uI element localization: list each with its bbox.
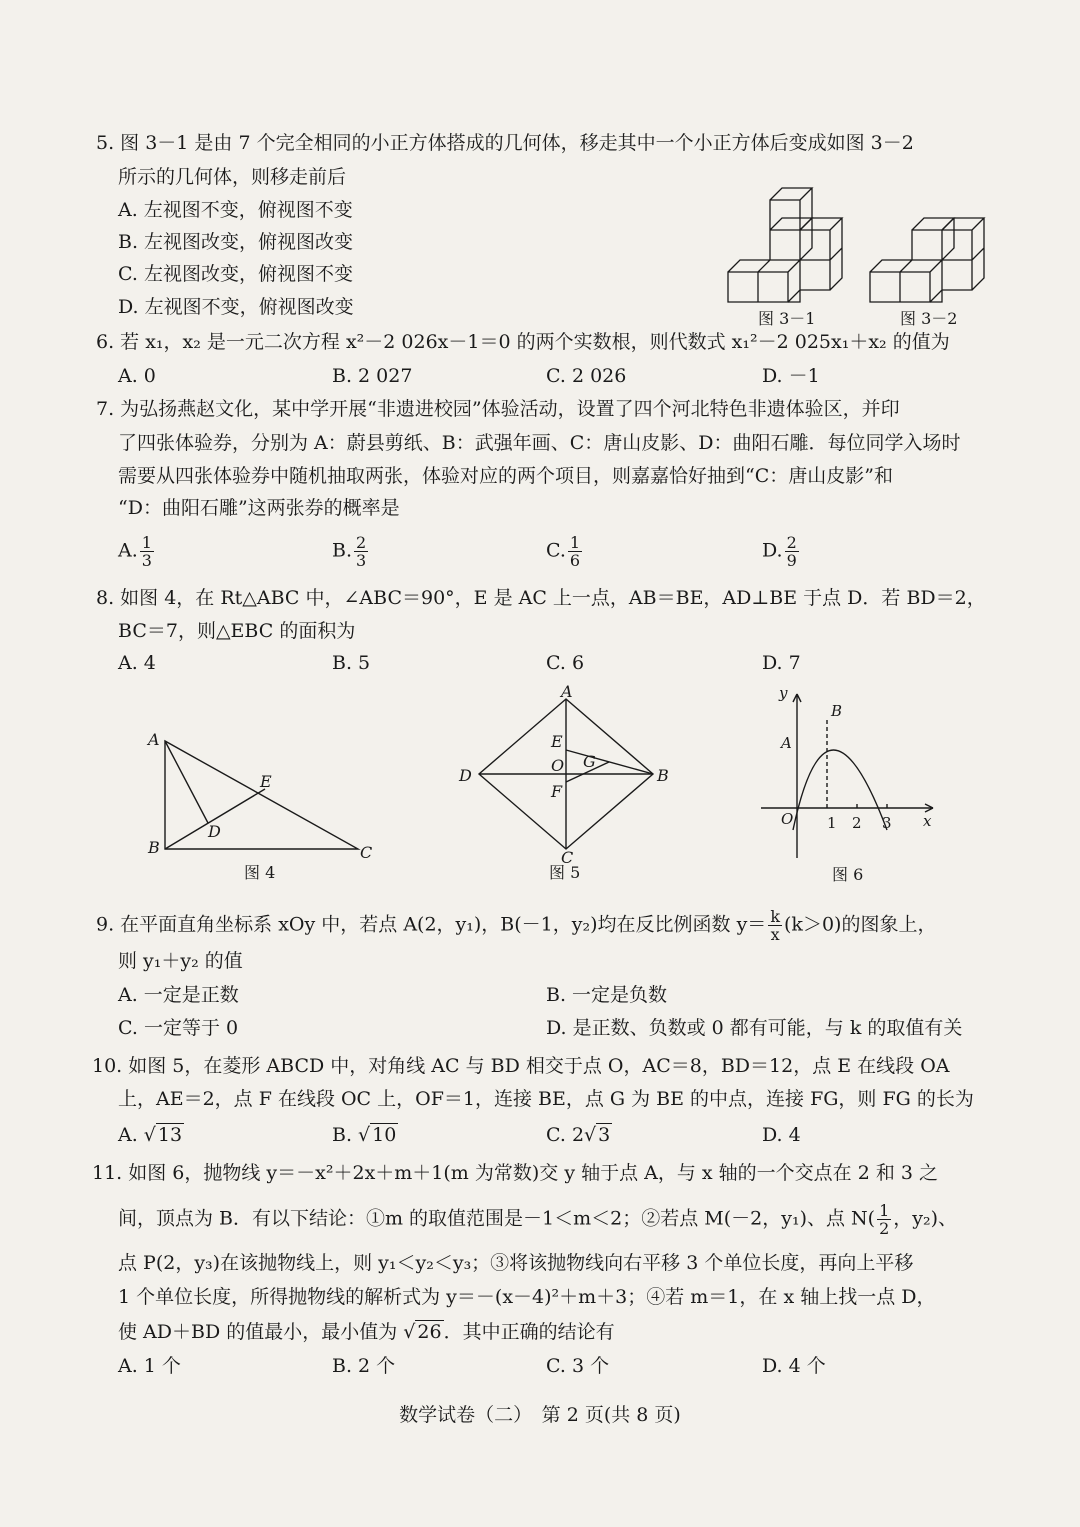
- q7-line4: “D：曲阳石雕”这两张券的概率是: [118, 497, 400, 519]
- fig5-label-o: O: [551, 756, 565, 775]
- q11-option-c: C. 3 个: [546, 1355, 610, 1377]
- q10-option-b: B. √ 10: [332, 1124, 397, 1146]
- q8-option-d: D. 7: [762, 652, 801, 674]
- q10-option-c: C. 2√ 3: [546, 1124, 611, 1146]
- figure-5-rhombus: [455, 685, 685, 865]
- q8-line1: 8. 如图 4，在 Rt△ABC 中，∠ABC＝90°，E 是 AC 上一点，AB＝BE，AD⊥BE 于点 D．若 BD＝2，: [96, 587, 986, 609]
- fig5-caption: 图 5: [549, 863, 581, 882]
- q6-option-c: C. 2 026: [546, 365, 627, 387]
- fig4-label-e: E: [260, 772, 272, 791]
- q11-line2: 间，顶点为 B．有以下结论：①m 的取值范围是－1＜m＜2；②若点 M(－2，y₁)、点 N( $\frac{1}{2}$ ，y₂)、: [118, 1201, 958, 1238]
- q7-option-a: A. $\frac{1}{3}$: [118, 533, 152, 570]
- q9-option-d: D. 是正数、负数或 0 都有可能，与 k 的取值有关: [546, 1017, 963, 1039]
- fig6-label-a: A: [781, 734, 792, 752]
- q10-line2: 上，AE＝2，点 F 在线段 OC 上，OF＝1，连接 BE，点 G 为 BE 的中点，连接 FG，则 FG 的长为: [118, 1088, 974, 1110]
- figure-4-triangle: [140, 725, 380, 870]
- fig5-label-b: B: [657, 766, 669, 785]
- q8-line2: BC＝7，则△EBC 的面积为: [118, 620, 356, 642]
- q6-option-d: D. －1: [762, 365, 820, 387]
- q9-option-b: B. 一定是负数: [546, 984, 668, 1006]
- q6-line1: 6. 若 x₁，x₂ 是一元二次方程 x²－2 026x－1＝0 的两个实数根，则代数式 x₁²－2 025x₁＋x₂ 的值为: [96, 331, 950, 353]
- q11-option-b: B. 2 个: [332, 1355, 396, 1377]
- q11-line1: 11. 如图 6，抛物线 y＝－x²＋2x＋m＋1(m 为常数)交 y 轴于点 A，与 x 轴的一个交点在 2 和 3 之: [92, 1162, 938, 1184]
- fig5-label-e: E: [551, 732, 563, 751]
- q6-option-a: A. 0: [118, 365, 156, 387]
- fig4-label-a: A: [148, 730, 160, 749]
- q11-line4: 1 个单位长度，所得抛物线的解析式为 y＝－(x－4)²＋m＋3；④若 m＝1，在 x 轴上找一点 D，: [118, 1286, 936, 1308]
- q11-option-a: A. 1 个: [118, 1355, 181, 1377]
- fig5-label-f: F: [551, 782, 563, 801]
- fig6-caption: 图 6: [832, 865, 864, 884]
- q8-option-a: A. 4: [118, 652, 156, 674]
- fig5-label-d: D: [459, 766, 472, 785]
- q5-option-b: B. 左视图改变，俯视图改变: [118, 231, 354, 253]
- fig3-1-caption: 图 3－1: [758, 309, 816, 328]
- fig6-tick-1: 1: [827, 814, 837, 832]
- fig5-label-c: C: [561, 848, 574, 865]
- fig4-caption: 图 4: [244, 863, 276, 882]
- q5-option-a: A. 左视图不变，俯视图不变: [118, 199, 353, 221]
- q8-option-c: C. 6: [546, 652, 585, 674]
- fig4-label-c: C: [360, 843, 373, 862]
- page-footer: 数学试卷（二） 第 2 页(共 8 页): [399, 1404, 681, 1426]
- q11-option-d: D. 4 个: [762, 1355, 826, 1377]
- q11-line5: 使 AD＋BD 的值最小，最小值为 √ 26 ．其中正确的结论有: [118, 1321, 615, 1343]
- q9-line2: 则 y₁＋y₂ 的值: [118, 950, 243, 972]
- fig5-label-a: A: [561, 685, 573, 701]
- fig6-label-b: B: [831, 702, 843, 720]
- fig3-2-caption: 图 3－2: [900, 309, 958, 328]
- fig6-label-x: x: [923, 812, 932, 830]
- q8-option-b: B. 5: [332, 652, 371, 674]
- q9-option-c: C. 一定等于 0: [118, 1017, 239, 1039]
- q9-option-a: A. 一定是正数: [118, 984, 239, 1006]
- q7-line3: 需要从四张体验券中随机抽取两张，体验对应的两个项目，则嘉嘉恰好抽到“C：唐山皮影”和: [118, 465, 893, 487]
- q10-option-d: D. 4: [762, 1124, 801, 1146]
- fig5-label-g: G: [583, 752, 596, 771]
- fig6-label-y: y: [779, 684, 788, 702]
- q10-line1: 10. 如图 5，在菱形 ABCD 中，对角线 AC 与 BD 相交于点 O，AC＝8，BD＝12，点 E 在线段 OA: [92, 1055, 950, 1077]
- fig4-label-d: D: [208, 822, 221, 841]
- q6-option-b: B. 2 027: [332, 365, 413, 387]
- q7-option-c: C. $\frac{1}{6}$: [546, 533, 581, 570]
- q10-option-a: A. √ 13: [118, 1124, 183, 1146]
- q5-option-d: D. 左视图不变，俯视图改变: [118, 296, 354, 318]
- fig6-label-o: O: [781, 810, 794, 828]
- q11-line3: 点 P(2，y₃)在该抛物线上，则 y₁＜y₂＜y₃；③将该抛物线向右平移 3 个单位长度，再向上平移: [118, 1252, 914, 1274]
- q5-line2: 所示的几何体，则移走前后: [118, 166, 347, 188]
- fig4-label-b: B: [148, 838, 160, 857]
- q5-line1: 5. 图 3－1 是由 7 个完全相同的小正方体搭成的几何体，移走其中一个小正方体后变成如图 3－2: [96, 132, 914, 154]
- q7-option-d: D. $\frac{2}{9}$: [762, 533, 797, 570]
- q5-option-c: C. 左视图改变，俯视图不变: [118, 263, 353, 285]
- figure-6-parabola: [755, 680, 945, 865]
- fig6-tick-3: 3: [882, 814, 892, 832]
- q7-option-b: B. $\frac{2}{3}$: [332, 533, 367, 570]
- q7-line2: 了四张体验券，分别为 A：蔚县剪纸、B：武强年画、C：唐山皮影、D：曲阳石雕．每位同学入场时: [118, 432, 961, 454]
- q9-line1: 9. 在平面直角坐标系 xOy 中，若点 A(2，y₁)，B(－1，y₂)均在反比例函数 y＝ $\frac{k}{x}$ (k＞0)的图象上，: [96, 907, 937, 944]
- fig6-tick-2: 2: [852, 814, 862, 832]
- q7-line1: 7. 为弘扬燕赵文化，某中学开展“非遗进校园”体验活动，设置了四个河北特色非遗体验区，并印: [96, 398, 900, 420]
